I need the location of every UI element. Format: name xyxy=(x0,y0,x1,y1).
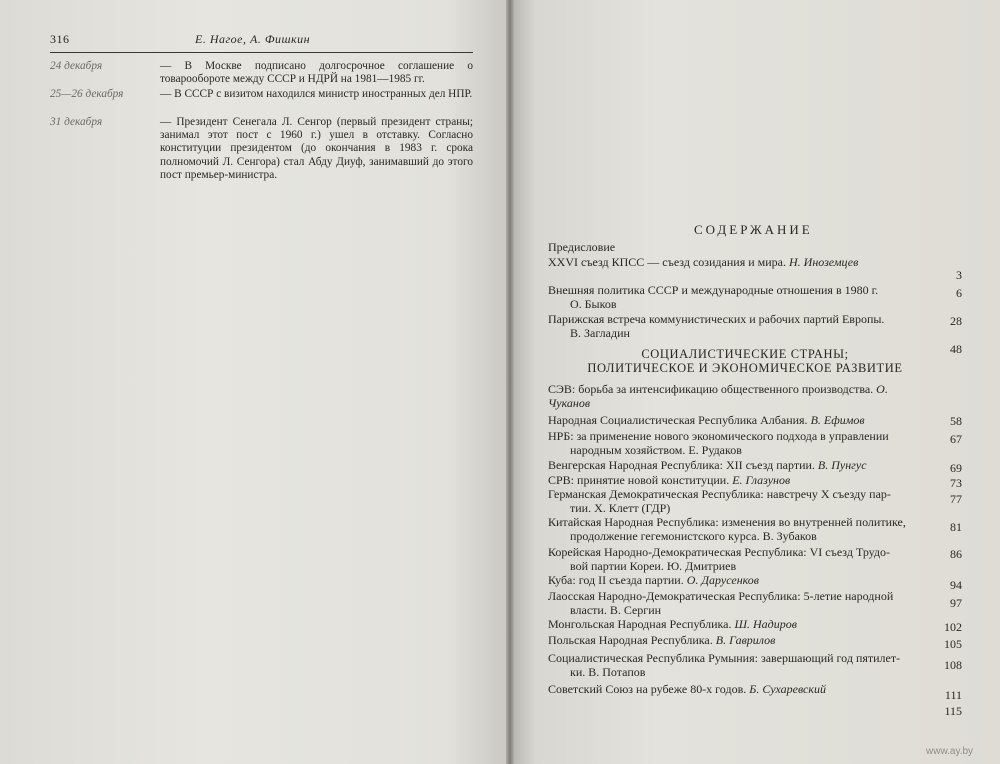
toc-entry-title: Народная Социалистическая Республика Албания. xyxy=(548,413,808,427)
toc-entry-title: НРБ: за применение нового экономического подхода в управлении xyxy=(548,429,889,443)
section-heading: СОЦИАЛИСТИЧЕСКИЕ СТРАНЫ; xyxy=(641,347,849,361)
toc-entry-continuation: тии. Х. Клетт (ГДР) xyxy=(570,500,671,515)
toc-page-number: 105 xyxy=(944,637,962,651)
toc-entry-title: Германская Демократическая Республика: навстречу X съезду пар- xyxy=(548,487,891,501)
toc-entry xyxy=(548,256,930,270)
toc-entry-title: Корейская Народно-Демократическая Республика: VI съезд Трудо- xyxy=(548,545,890,559)
toc-entry xyxy=(548,634,930,648)
chronology-entry xyxy=(50,116,473,186)
toc-entry xyxy=(548,459,930,473)
toc-entry-title: Монгольская Народная Республика. xyxy=(548,617,732,631)
toc-entry-continuation: вой партии Кореи. Ю. Дмитриев xyxy=(570,558,737,573)
toc-entry-title: Предисловие xyxy=(548,240,616,254)
toc-entry-continuation: власти. В. Сергин xyxy=(570,602,662,617)
toc-entry-title: Парижская встреча коммунистических и рабочих партий Европы. xyxy=(548,312,885,326)
toc-entry xyxy=(548,590,930,618)
toc-entry-continuation: продолжение гегемонистского курса. В. Зубаков xyxy=(570,528,817,543)
toc-entry xyxy=(548,430,930,458)
toc-entry-continuation: ки. В. Потапов xyxy=(570,664,646,679)
toc-page-number: 6 xyxy=(956,286,962,300)
toc-entry-author: Ш. Надиров xyxy=(734,617,797,631)
toc-page-number: 102 xyxy=(944,620,962,634)
chronology-entry xyxy=(50,88,473,116)
toc-entry-author: Е. Глазунов xyxy=(732,473,791,487)
toc-entry xyxy=(548,652,930,680)
toc-entry xyxy=(548,546,930,574)
toc-page-number: 58 xyxy=(950,414,962,428)
toc-entry-continuation: народным хозяйством. Е. Рудаков xyxy=(570,442,742,457)
chronology-entry xyxy=(50,60,473,88)
toc-entry xyxy=(548,474,930,488)
toc-entry-title: Советский Союз на рубеже 80-х годов. xyxy=(548,682,747,696)
chronology-text: — В Москве подписано долгосрочное соглашение о товарообороте между СССР и НДРЙ на 1981—1985 гг. xyxy=(160,60,473,86)
page-number: 316 xyxy=(50,32,70,46)
toc-entry-author: В. Ефимов xyxy=(810,413,865,427)
chronology-date: 24 декабря xyxy=(50,60,103,72)
toc-page-number: 48 xyxy=(950,342,962,356)
toc-page-number: 94 xyxy=(950,578,962,592)
chronology-date: 25—26 декабря xyxy=(50,88,124,100)
toc-entry-title: Лаосская Народно-Демократическая Республика: 5-летие народной xyxy=(548,589,894,603)
toc-entry-title: Социалистическая Республика Румыния: завершающий год пятилет- xyxy=(548,651,901,665)
toc-page-number: 108 xyxy=(944,658,962,672)
toc-page-number: 77 xyxy=(950,492,962,506)
toc-page-number: 3 xyxy=(956,268,962,282)
toc-entry xyxy=(548,313,930,341)
toc-page-number: 97 xyxy=(950,596,962,610)
section-heading: ПОЛИТИЧЕСКОЕ И ЭКОНОМИЧЕСКОЕ РАЗВИТИЕ xyxy=(587,361,903,375)
toc-entry xyxy=(548,516,930,544)
toc-entry-title: XXVI съезд КПСС — съезд созидания и мира. xyxy=(548,255,786,269)
toc-entry-title: Китайская Народная Республика: изменения во внутренней политике, xyxy=(548,515,906,529)
toc-page-number: 111 xyxy=(944,688,962,702)
toc-entry-author: Б. Сухаревский xyxy=(749,682,826,696)
toc-entry-title: Польская Народная Республика. xyxy=(548,633,713,647)
toc-entry-author: В. Пунгус xyxy=(817,458,867,472)
toc-entry-title: Внешняя политика СССР и международные отношения в 1980 г. xyxy=(548,283,879,297)
watermark: www.ay.by xyxy=(926,746,974,757)
toc-entry-continuation: В. Загладин xyxy=(570,325,630,340)
toc-entry xyxy=(548,618,930,632)
chronology-text: — Президент Сенегала Л. Сенгор (первый президент страны; занимал этот пост с 1960 г.) ушел в отставку. Согласно конституции президентом (до окончания в 1983 г. срока полномочий Л. Сенгора) стал Абду Диуф, занимавший до этого пост премьер-министра. xyxy=(160,116,473,181)
toc-page-number: 73 xyxy=(950,476,962,490)
book-spine xyxy=(506,0,514,764)
toc-entry-continuation: О. Быков xyxy=(570,296,617,311)
toc-entry xyxy=(548,284,930,312)
chronology-date: 31 декабря xyxy=(50,116,103,128)
toc-entry xyxy=(548,414,930,428)
toc-entry xyxy=(548,683,930,697)
header-authors: Е. Нагое, А. Фишкин xyxy=(195,32,311,46)
toc-entry-author: О. Чуканов xyxy=(548,382,888,410)
toc-page-number: 67 xyxy=(950,432,962,446)
toc-entry xyxy=(548,241,930,255)
toc-page-number: 115 xyxy=(944,704,962,718)
toc-entry-title: СЭВ: борьба за интенсификацию общественного производства. xyxy=(548,382,874,396)
toc-entry xyxy=(548,574,930,588)
toc-entry-title: Куба: год II съезда партии. xyxy=(548,573,684,587)
running-header xyxy=(50,30,473,53)
toc-page-number: 86 xyxy=(950,547,962,561)
toc-entry xyxy=(548,488,930,516)
toc-entry-author: О. Дарусенков xyxy=(686,573,760,587)
toc-entry xyxy=(548,383,930,411)
toc-entry-title: СРВ: принятие новой конституции. xyxy=(548,473,730,487)
toc-title: СОДЕРЖАНИЕ xyxy=(694,222,813,237)
chronology-text: — В СССР с визитом находился министр иностранных дел НПР. xyxy=(160,88,473,100)
toc-entry-author: Н. Иноземцев xyxy=(788,255,859,269)
toc-page-number: 28 xyxy=(950,314,962,328)
toc-entry-author: В. Гаврилов xyxy=(715,633,776,647)
toc-page-number: 81 xyxy=(950,520,962,534)
toc-page-number: 69 xyxy=(950,461,962,475)
toc-entry-title: Венгерская Народная Республика: XII съезд партии. xyxy=(548,458,815,472)
